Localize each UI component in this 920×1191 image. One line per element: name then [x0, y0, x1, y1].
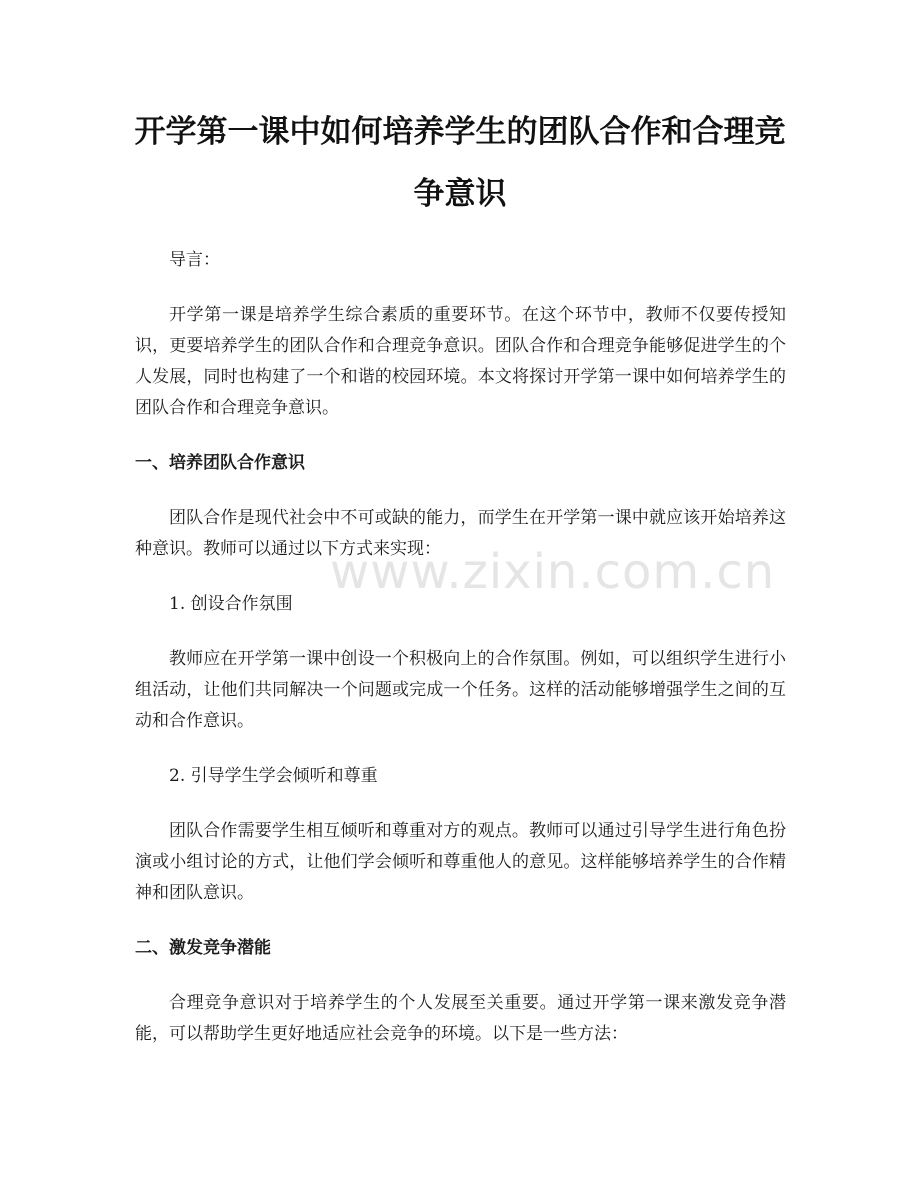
watermark: www.zixin.com.cn — [330, 544, 776, 600]
section-heading-1: 一、培养团队合作意识 — [135, 453, 305, 473]
subsection-1-1-paragraph: 教师应在开学第一课中创设一个积极向上的合作氛围。例如，可以组织学生进行小组活动，让他们共同解决一个问题或完成一个任务。这样的活动能够增强学生之间的互动和合作意识。 — [135, 649, 786, 731]
subheading-1-1: 1. 创设合作氛围 — [169, 594, 293, 614]
section-2-paragraph: 合理竞争意识对于培养学生的个人发展至关重要。通过开学第一课来激发竞争潜能，可以帮助学生更好地适应社会竞争的环境。以下是一些方法： — [135, 993, 786, 1044]
subsection-1-2-paragraph: 团队合作需要学生相互倾听和尊重对方的观点。教师可以通过引导学生进行角色扮演或小组讨论的方式，让他们学会倾听和尊重他人的意见。这样能够培养学生的合作精神和团队意识。 — [135, 821, 786, 903]
section-1-paragraph: 团队合作是现代社会中不可或缺的能力，而学生在开学第一课中就应该开始培养这种意识。教师可以通过以下方式来实现： — [135, 508, 786, 559]
intro-label: 导言： — [169, 250, 220, 270]
subheading-1-2: 2. 引导学生学会倾听和尊重 — [169, 766, 378, 786]
document-body — [135, 245, 786, 1050]
section-heading-2: 二、激发竞争潜能 — [135, 938, 271, 958]
page-title: 开学第一课中如何培养学生的团队合作和合理竞争意识 — [134, 114, 786, 212]
intro-paragraph: 开学第一课是培养学生综合素质的重要环节。在这个环节中，教师不仅要传授知识，更要培养学生的团队合作和合理竞争意识。团队合作和合理竞争能够促进学生的个人发展，同时也构建了一个和谐的校园环境。本文将探讨开学第一课中如何培养学生的团队合作和合理竞争意识。 — [135, 305, 786, 418]
